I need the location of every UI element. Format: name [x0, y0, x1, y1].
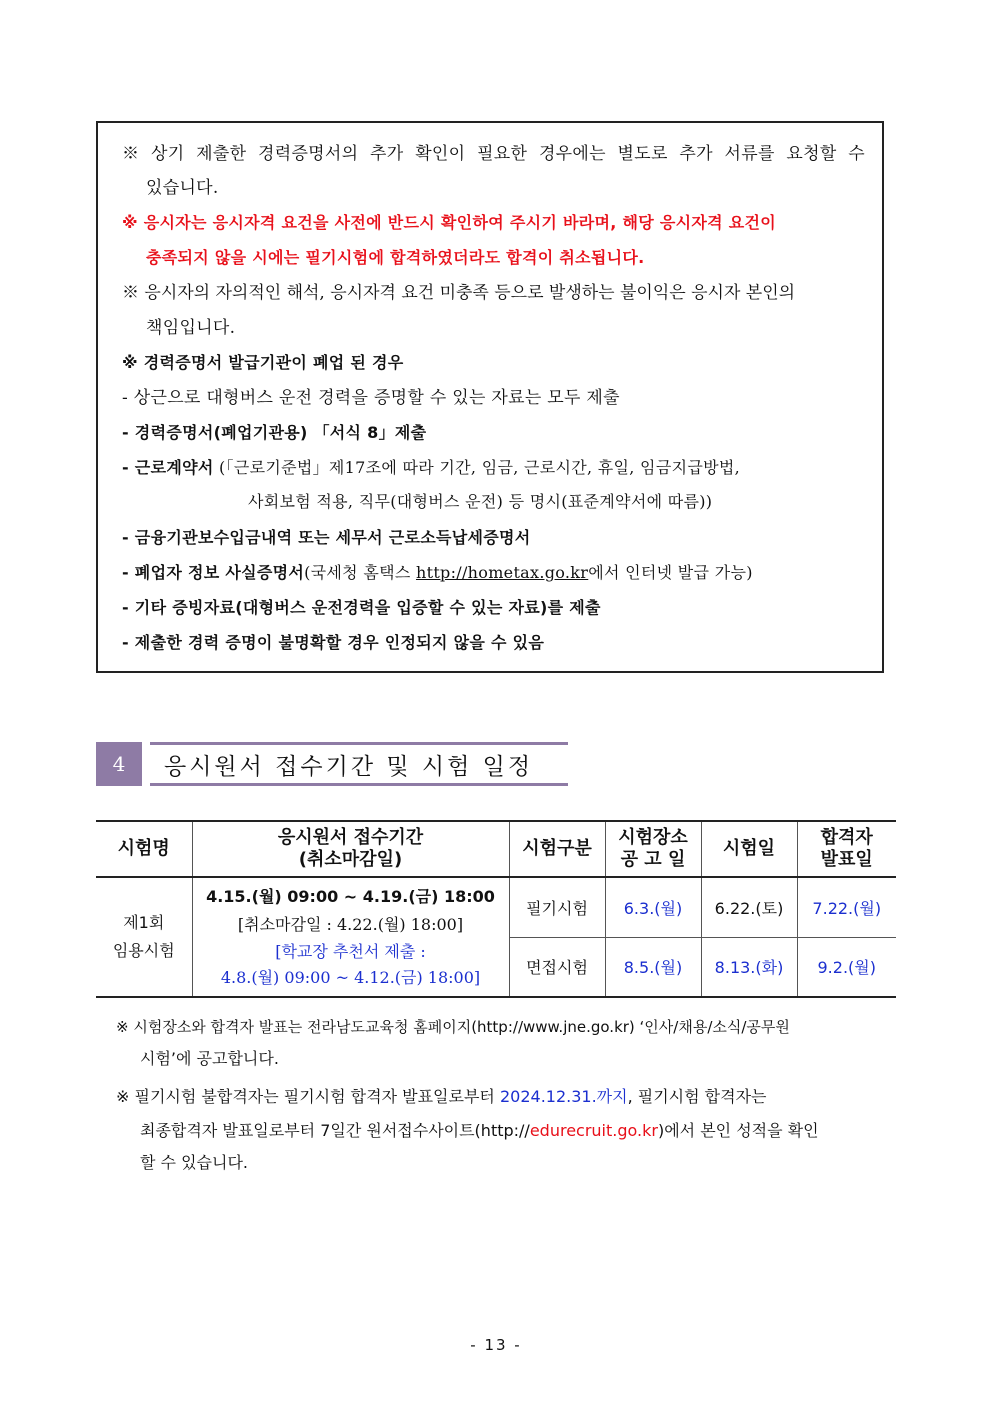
header-period	[192, 821, 509, 877]
period-recommend-line1: [학교장 추천서 제출 :	[275, 942, 426, 961]
note-2-deadline: 2024.12.31.까지	[499, 1087, 628, 1106]
row1-result: 7.22.(월)	[797, 877, 896, 937]
closed-item-5-pre: (국세청 홈택스	[304, 563, 416, 582]
closed-item-3-label: - 근로계약서	[122, 458, 214, 477]
header-venue-line1: 시험장소	[618, 827, 688, 848]
note-2-line3: 할 수 있습니다.	[140, 1153, 248, 1172]
closed-item-2: - 경력증명서(폐업기관용) 「서식 8」제출	[122, 423, 427, 442]
notice-line-1: ※ 상기 제출한 경력증명서의 추가 확인이 필요한 경우에는 별도로 추가 서류를 요청할 수	[122, 144, 866, 164]
note-1-line2: 시험’에 공고합니다.	[140, 1049, 279, 1068]
closed-item-5	[122, 561, 753, 585]
exam-name-cell	[96, 877, 192, 997]
note-2-post: , 필기시험 합격자는	[627, 1087, 767, 1106]
notice-line-3b: 책임입니다.	[146, 318, 236, 338]
row2-venue: 8.5.(월)	[605, 937, 701, 997]
period-cancel: [취소마감일 : 4.22.(월) 18:00]	[237, 915, 464, 934]
notice-warning-2: 충족되지 않을 시에는 필기시험에 합격하였더라도 합격이 취소됩니다.	[146, 248, 645, 267]
period-recommend-line2: 4.8.(월) 09:00 ~ 4.12.(금) 18:00]	[220, 968, 481, 987]
note-2b-pre: 최종합격자 발표일로부터 7일간 원서접수사이트(http://	[140, 1121, 530, 1140]
table-row	[96, 877, 896, 937]
closed-item-5-label: - 폐업자 정보 사실증명서	[122, 563, 305, 582]
row1-date: 6.22.(토)	[701, 877, 797, 937]
row1-type: 필기시험	[509, 877, 605, 937]
notice-line-3: ※ 응시자의 자의적인 해석, 응시자격 요건 미충족 등으로 발생하는 불이익은 응시자 본인의	[122, 283, 796, 303]
page-number: - 13 -	[470, 1336, 522, 1354]
exam-name-line2: 임용시험	[112, 941, 175, 960]
section-title: 응시원서 접수기간 및 시험 일정	[150, 742, 568, 786]
note-1-line1: ※ 시험장소와 합격자 발표는 전라남도교육청 홈페이지(http://www.jne.go.kr) ‘인사/채용/소식/공무원	[116, 1018, 790, 1036]
exam-name-line1: 제1회	[123, 913, 165, 932]
period-main: 4.15.(월) 09:00 ~ 4.19.(금) 18:00	[206, 887, 495, 906]
header-result-line1: 합격자	[820, 827, 873, 848]
header-venue	[605, 821, 701, 877]
note-2b-post: )에서 본인 성적을 확인	[657, 1121, 819, 1140]
note-2-pre: ※ 필기시험 불합격자는 필기시험 합격자 발표일로부터	[116, 1087, 500, 1106]
closed-item-3b: 사회보험 적용, 직무(대형버스 운전) 등 명시(표준계약서에 따름))	[248, 492, 713, 511]
note-2-line1	[116, 1082, 766, 1112]
closed-item-7: - 제출한 경력 증명이 불명확할 경우 인정되지 않을 수 있음	[122, 633, 545, 652]
header-period-line1: 응시원서 접수기간	[277, 827, 424, 848]
hometax-link[interactable]: http://hometax.go.kr	[415, 563, 589, 582]
header-result	[797, 821, 896, 877]
table-header-row	[96, 821, 896, 877]
closed-item-6: - 기타 증빙자료(대형버스 운전경력을 입증할 수 있는 자료)를 제출	[122, 598, 601, 617]
header-date: 시험일	[701, 821, 797, 877]
row2-date: 8.13.(화)	[701, 937, 797, 997]
schedule-table	[96, 820, 896, 998]
row1-venue: 6.3.(월)	[605, 877, 701, 937]
section-number: 4	[96, 742, 142, 786]
period-cell	[192, 877, 509, 997]
note-2-line2	[140, 1116, 819, 1146]
header-venue-line2: 공 고 일	[620, 849, 686, 870]
closed-item-5-post: 에서 인터넷 발급 가능)	[588, 563, 753, 582]
header-exam-name: 시험명	[96, 821, 192, 877]
closed-item-3-detail: (「근로기준법」제17조에 따라 기간, 임금, 근로시간, 휴일, 임금지급방법,	[213, 458, 740, 477]
closed-company-heading: ※ 경력증명서 발급기관이 폐업 된 경우	[122, 353, 404, 372]
edurecruit-link[interactable]: edurecruit.go.kr	[529, 1121, 658, 1140]
row2-type: 면접시험	[509, 937, 605, 997]
notice-warning-1: ※ 응시자는 응시자격 요건을 사전에 반드시 확인하여 주시기 바라며, 해당 응시자격 요건이	[122, 213, 777, 232]
closed-item-1: - 상근으로 대형버스 운전 경력을 증명할 수 있는 자료는 모두 제출	[122, 388, 620, 408]
closed-item-3	[122, 456, 740, 480]
notice-line-1b: 있습니다.	[146, 178, 219, 198]
header-result-line2: 발표일	[820, 849, 873, 870]
row2-result: 9.2.(월)	[797, 937, 896, 997]
header-type: 시험구분	[509, 821, 605, 877]
closed-item-4: - 금융기관보수입금내역 또는 세무서 근로소득납세증명서	[122, 528, 531, 547]
header-period-line2: (취소마감일)	[298, 849, 403, 870]
